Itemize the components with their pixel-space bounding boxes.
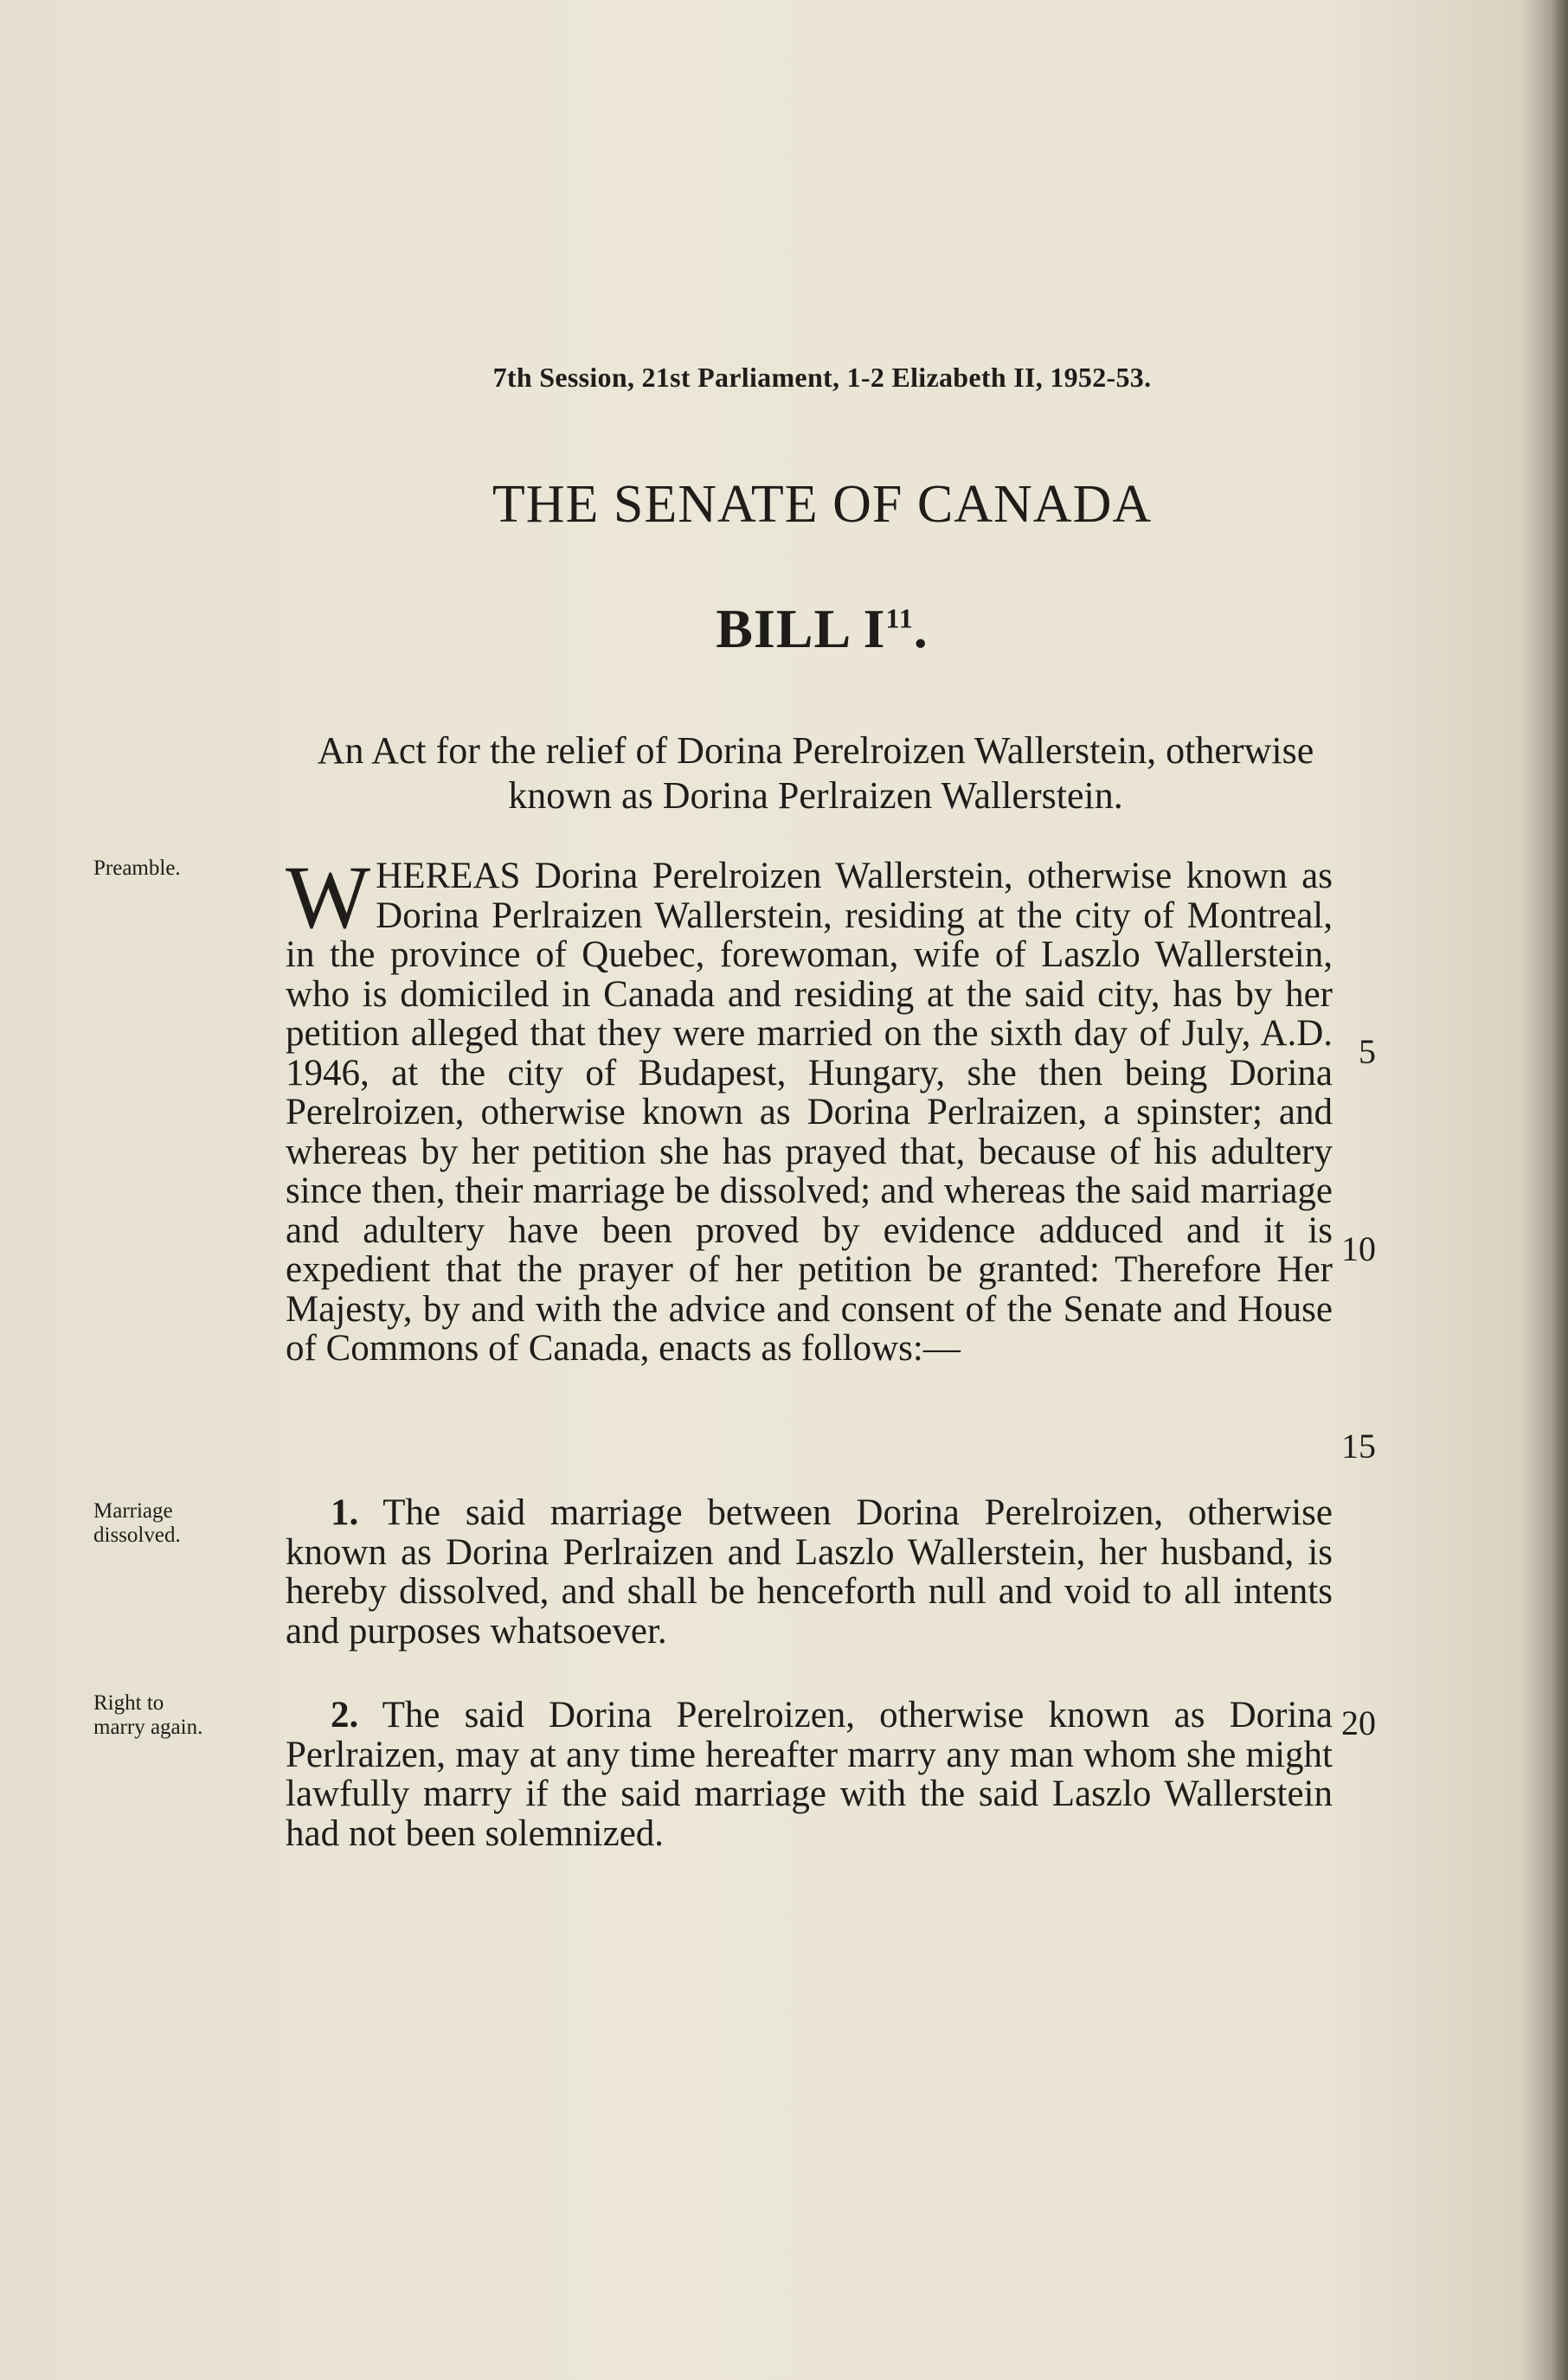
section-2-paragraph: [286, 1696, 1333, 1853]
section-text: The said marriage between Dorina Perelroizen, otherwise known as Dorina Perlraizen and Laszlo Wallerstein, her husband, is hereby dissolved, and shall be henceforth null and void to all intents and purposes whatsoever.: [286, 1492, 1333, 1652]
section-number: 2.: [331, 1695, 359, 1735]
margin-note-line: Marriage: [93, 1499, 173, 1523]
bill-suffix: .: [913, 598, 929, 659]
line-number-20: 20: [1341, 1703, 1376, 1742]
preamble-text: HEREAS Dorina Perelroizen Wallerstein, otherwise known as Dorina Perlraizen Wallerstein, residing at the city of Montreal, in the province of Quebec, forewoman, wife of Laszlo Wallerstein, who is domiciled in Canada and residing at the said city, has by her petition alleged that they were married on the sixth day of July, A.D. 1946, at the city of Budapest, Hungary, she then being Dorina Perelroizen, otherwise known as Dorina Perlraizen, a spinster; and whereas by her petition she has prayed that, because of his adultery since then, their marriage be dissolved; and whereas the said marriage and adultery have been proved by evidence adduced and it is expedient that the prayer of her petition be granted: Therefore Her Majesty, by and with the advice and consent of the Senate and House of Commons of Canada, enacts as follows:—: [286, 856, 1333, 1369]
drop-cap: W: [286, 848, 371, 947]
bill-label: BILL I: [716, 598, 886, 659]
margin-note-right-to-marry: [93, 1691, 202, 1740]
margin-note-preamble: Preamble.: [93, 856, 181, 880]
senate-heading: THE SENATE OF CANADA: [492, 475, 1153, 534]
section-text: The said Dorina Perelroizen, otherwise known as Dorina Perlraizen, may at any time hereafter marry any man whom she might lawfully marry if the said marriage with the said Laszlo Wallerstein had not been solemnized.: [286, 1695, 1333, 1854]
line-number-5: 5: [1359, 1032, 1376, 1071]
margin-note-marriage-dissolved: [93, 1499, 181, 1548]
bill-heading: [0, 597, 1568, 661]
section-number: 1.: [331, 1492, 359, 1533]
section-1-paragraph: [286, 1493, 1333, 1651]
preamble-paragraph: [286, 848, 1333, 1369]
margin-note-line: Right to: [93, 1691, 164, 1715]
line-number-10: 10: [1341, 1229, 1376, 1268]
margin-note-line: marry again.: [93, 1716, 203, 1739]
margin-note-line: dissolved.: [93, 1524, 181, 1547]
act-title: An Act for the relief of Dorina Perelroizen Wallerstein, otherwise known as Dorina Perlraizen Wallerstein.: [317, 729, 1314, 817]
page-edge-shadow: [1551, 0, 1568, 2380]
session-line: 7th Session, 21st Parliament, 1-2 Elizabeth II, 1952-53.: [492, 362, 1152, 393]
line-number-15: 15: [1341, 1427, 1376, 1466]
bill-superscript: 11: [885, 602, 914, 634]
